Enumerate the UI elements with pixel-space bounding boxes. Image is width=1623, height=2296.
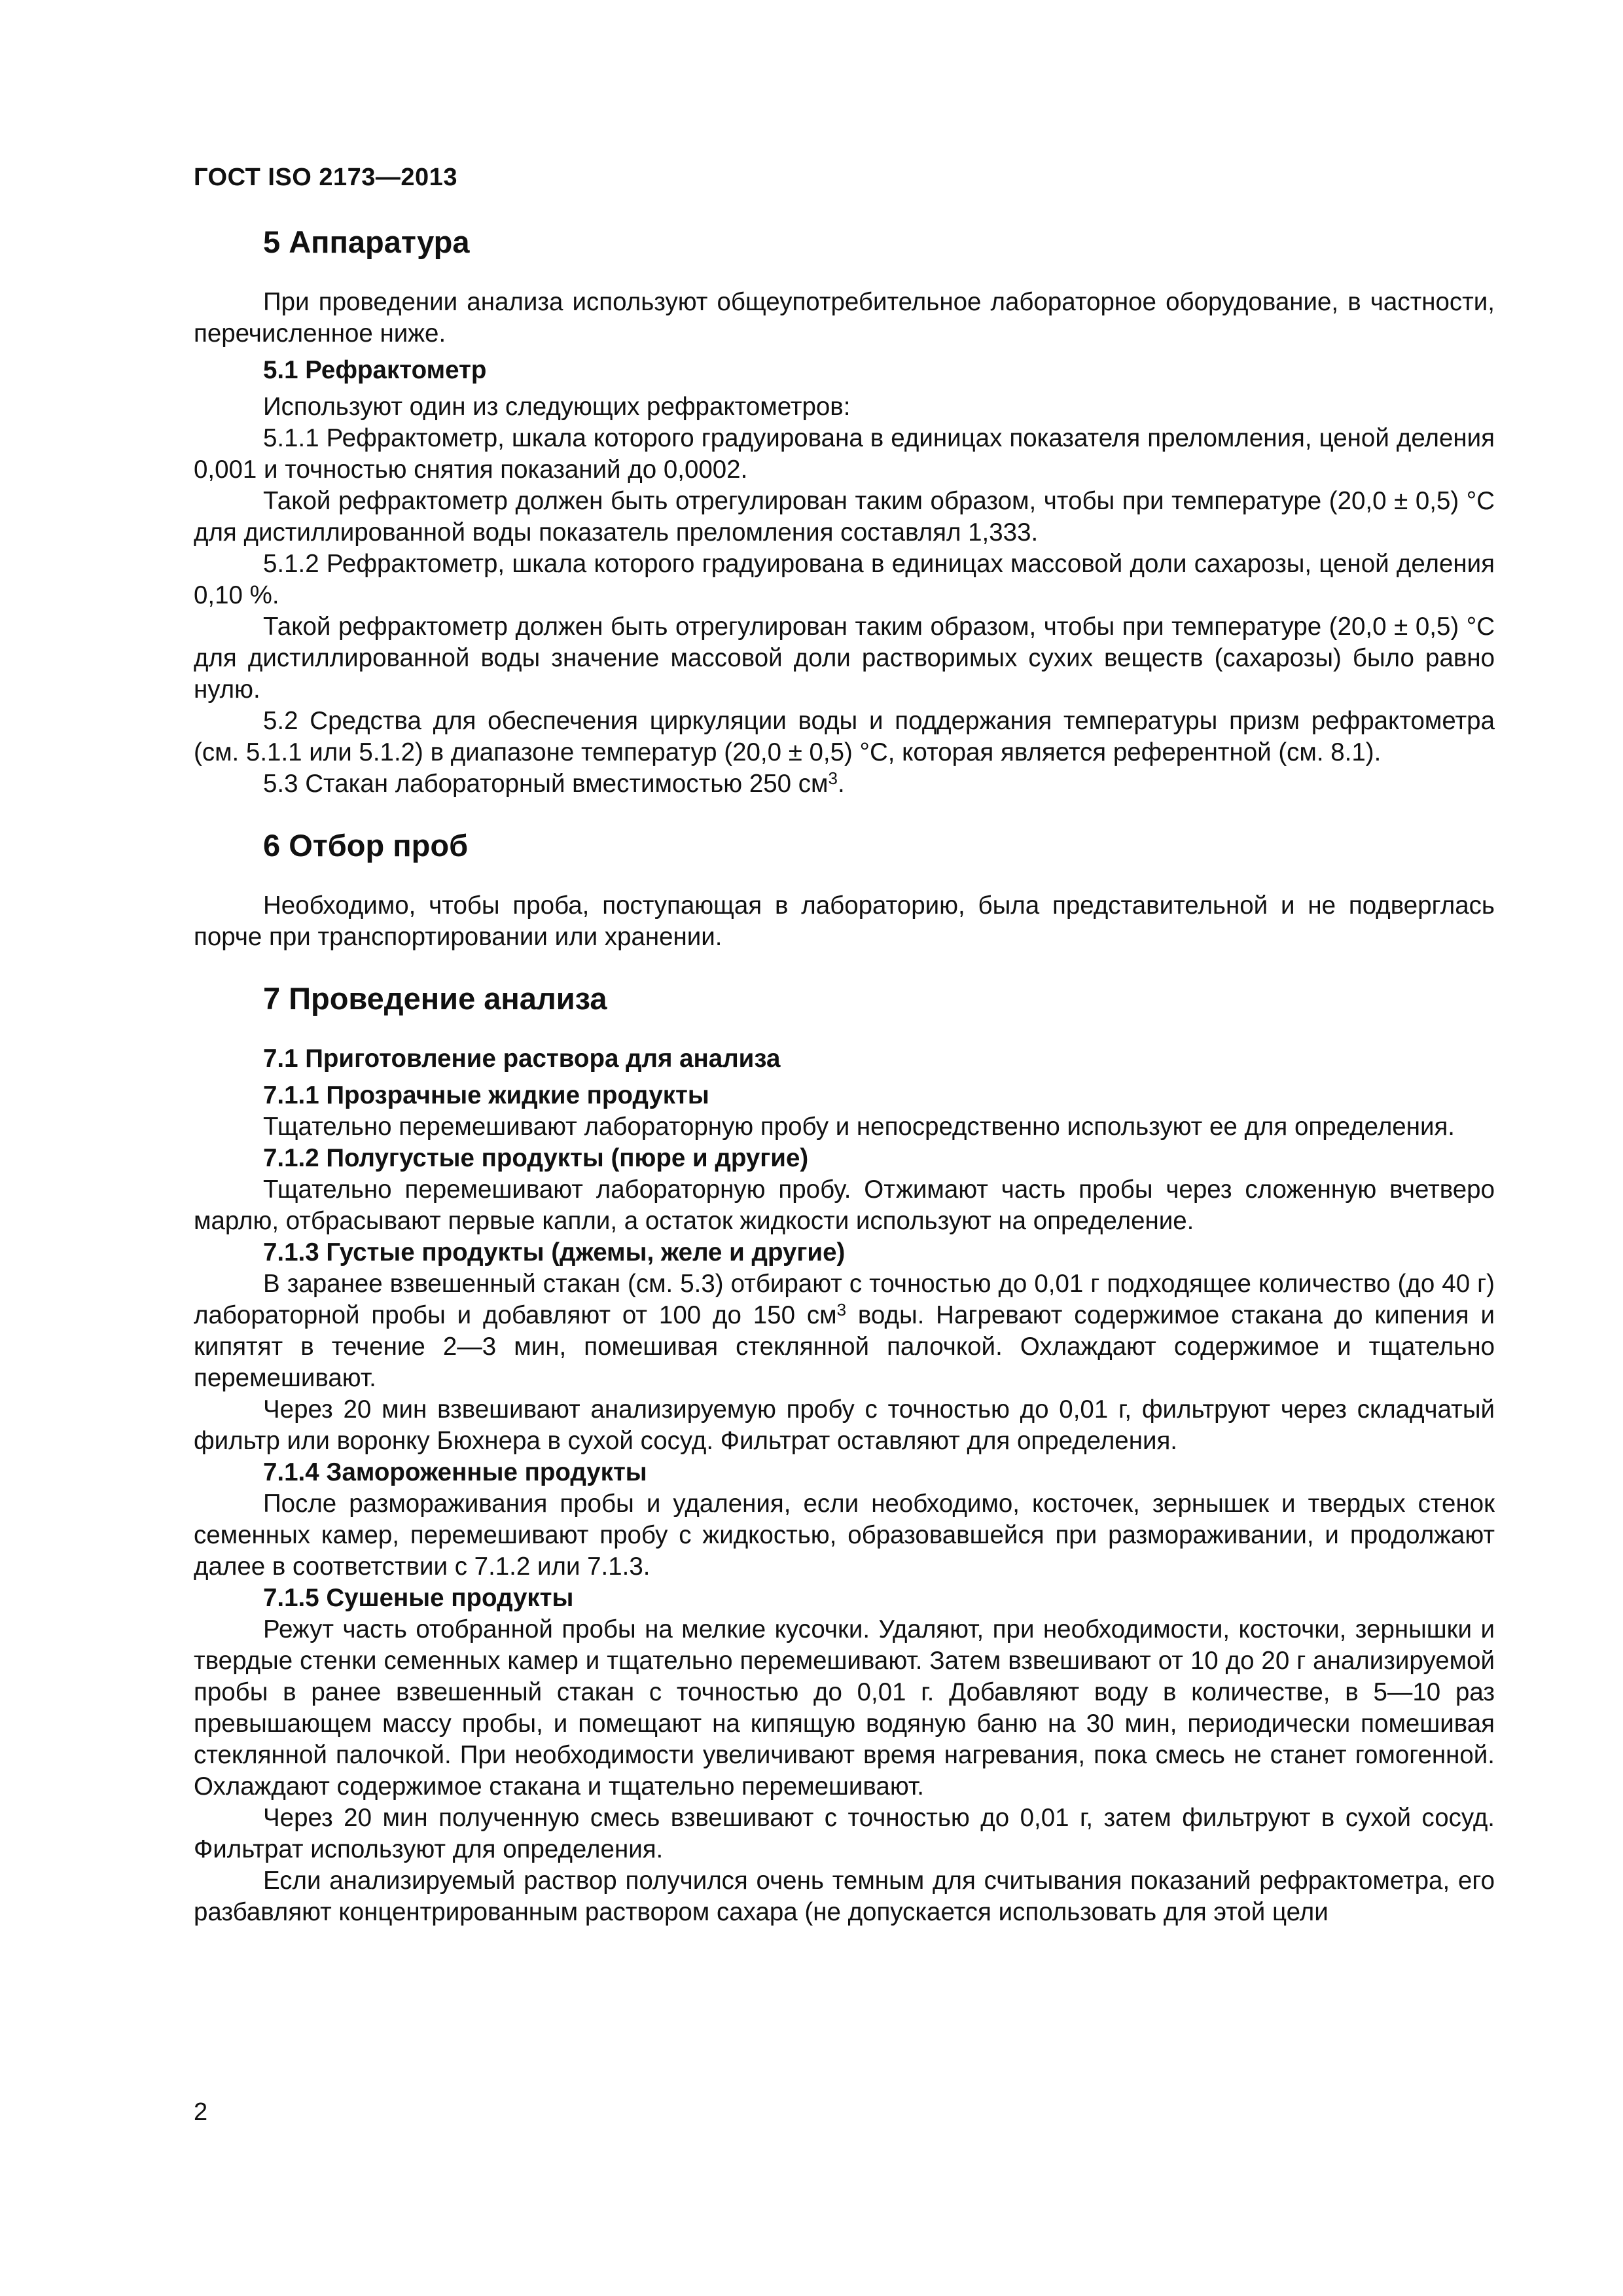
section-6-title: 6 Отбор проб <box>263 828 469 863</box>
section-5-3-sup: 3 <box>828 768 838 788</box>
section-7-1-1-text: Тщательно перемешивают лабораторную пробу и непосредственно используют ее для определения. <box>263 1113 1455 1141</box>
section-7-1-4-text: После размораживания пробы и удаления, если необходимо, косточек, зернышек и твердых стенок семенных камер, перемешивают пробу с жидкостью, образовавшейся при размораживании, и продолжают далее в соответствии с 7.1.2 или 7.1.3. <box>194 1490 1495 1581</box>
section-5-1-title: 5.1 Рефрактометр <box>263 356 487 384</box>
section-6-text: Необходимо, чтобы проба, поступающая в лабораторию, была представительной и не подверглась порче при транспортировании или хранении. <box>194 891 1495 951</box>
page-number: 2 <box>194 2098 208 2126</box>
section-7-1-3-text-a: В заранее взвешенный стакан (см. 5.3) отбирают с точностью до 0,01 г подходящее количество (до 40 г) лабораторной пробы и добавляют от 100 до 150 см <box>194 1270 1495 1329</box>
section-7-1-3-text-b: воды. Нагревают содержимое стакана до кипения и кипятят в течение 2—3 мин, помешивая стеклянной палочкой. Охлаждают содержимое и тщательно перемешивают. <box>194 1301 1495 1392</box>
section-7-1-4-title: 7.1.4 Замороженные продукты <box>263 1458 647 1486</box>
section-7-1-3-text <box>194 1268 1495 1394</box>
section-7-1-2-title: 7.1.2 Полугустые продукты (пюре и другие) <box>263 1144 809 1172</box>
section-5-title: 5 Аппаратура <box>263 224 470 259</box>
section-5-intro: При проведении анализа используют общеупотребительное лабораторное оборудование, в частности, перечисленное ниже. <box>194 288 1495 348</box>
standard-header: ГОСТ ISO 2173—2013 <box>194 164 457 191</box>
section-7-1-3-title: 7.1.3 Густые продукты (джемы, желе и другие) <box>263 1238 846 1266</box>
section-7-1-5-title: 7.1.5 Сушеные продукты <box>263 1584 574 1612</box>
section-7-1-title: 7.1 Приготовление раствора для анализа <box>263 1045 781 1073</box>
section-5-3 <box>194 768 1495 800</box>
section-7-1-5-text2: Через 20 мин полученную смесь взвешивают с точностью до 0,01 г, затем фильтруют в сухой сосуд. Фильтрат используют для определения. <box>194 1804 1495 1863</box>
section-5-3-text: 5.3 Стакан лабораторный вместимостью 250 см <box>263 770 829 798</box>
page-content <box>194 223 1495 1928</box>
section-7-1-3-sup: 3 <box>836 1300 847 1319</box>
section-5-1-intro: Используют один из следующих рефрактометров: <box>263 393 851 421</box>
section-7-1-5-text: Режут часть отобранной пробы на мелкие кусочки. Удаляют, при необходимости, косточки, зернышки и твердые стенки семенных камер и тщательно перемешивают. Затем взвешивают от 10 до 20 г анализируемой пробы в ранее взвешенный стакан с точностью до 0,01 г. Добавляют воду в количестве, в 5—10 раз превышающем массу пробы, и помещают на кипящую водяную баню на 30 мин, периодически помешивая стеклянной палочкой. При необходимости увеличивают время нагревания, пока смесь не станет гомогенной. Охлаждают содержимое стакана и тщательно перемешивают. <box>194 1615 1495 1801</box>
section-7-1-1-title: 7.1.1 Прозрачные жидкие продукты <box>263 1081 709 1109</box>
section-5-3-end: . <box>837 770 845 798</box>
section-5-1-1-note: Такой рефрактометр должен быть отрегулирован таким образом, чтобы при температуре (20,0 ± 0,5) °С для дистиллированной воды показатель преломления составлял 1,333. <box>194 487 1495 547</box>
section-5-1-1: 5.1.1 Рефрактометр, шкала которого градуирована в единицах показателя преломления, ценой деления 0,001 и точностью снятия показаний до 0,0002. <box>194 424 1495 484</box>
section-7-1-5-text3: Если анализируемый раствор получился очень темным для считывания показаний рефрактометра, его разбавляют концентрированным раствором сахара (не допускается использовать для этой цели <box>194 1867 1495 1926</box>
section-5-1-2: 5.1.2 Рефрактометр, шкала которого градуирована в единицах массовой доли сахарозы, ценой деления 0,10 %. <box>194 550 1495 609</box>
section-7-1-3-text2: Через 20 мин взвешивают анализируемую пробу с точностью до 0,01 г, фильтруют через складчатый фильтр или воронку Бюхнера в сухой сосуд. Фильтрат оставляют для определения. <box>194 1395 1495 1455</box>
section-7-1-2-text: Тщательно перемешивают лабораторную пробу. Отжимают часть пробы через сложенную вчетверо марлю, отбрасывают первые капли, а остаток жидкости используют на определение. <box>194 1175 1495 1235</box>
section-5-2: 5.2 Средства для обеспечения циркуляции воды и поддержания температуры призм рефрактометра (см. 5.1.1 или 5.1.2) в диапазоне температур (20,0 ± 0,5) °С, которая является референтной (см. 8.1). <box>194 707 1495 766</box>
section-5-1-2-note: Такой рефрактометр должен быть отрегулирован таким образом, чтобы при температуре (20,0 ± 0,5) °С для дистиллированной воды значение массовой доли растворимых сухих веществ (сахарозы) было равно нулю. <box>194 613 1495 704</box>
section-7-title: 7 Проведение анализа <box>263 981 607 1016</box>
